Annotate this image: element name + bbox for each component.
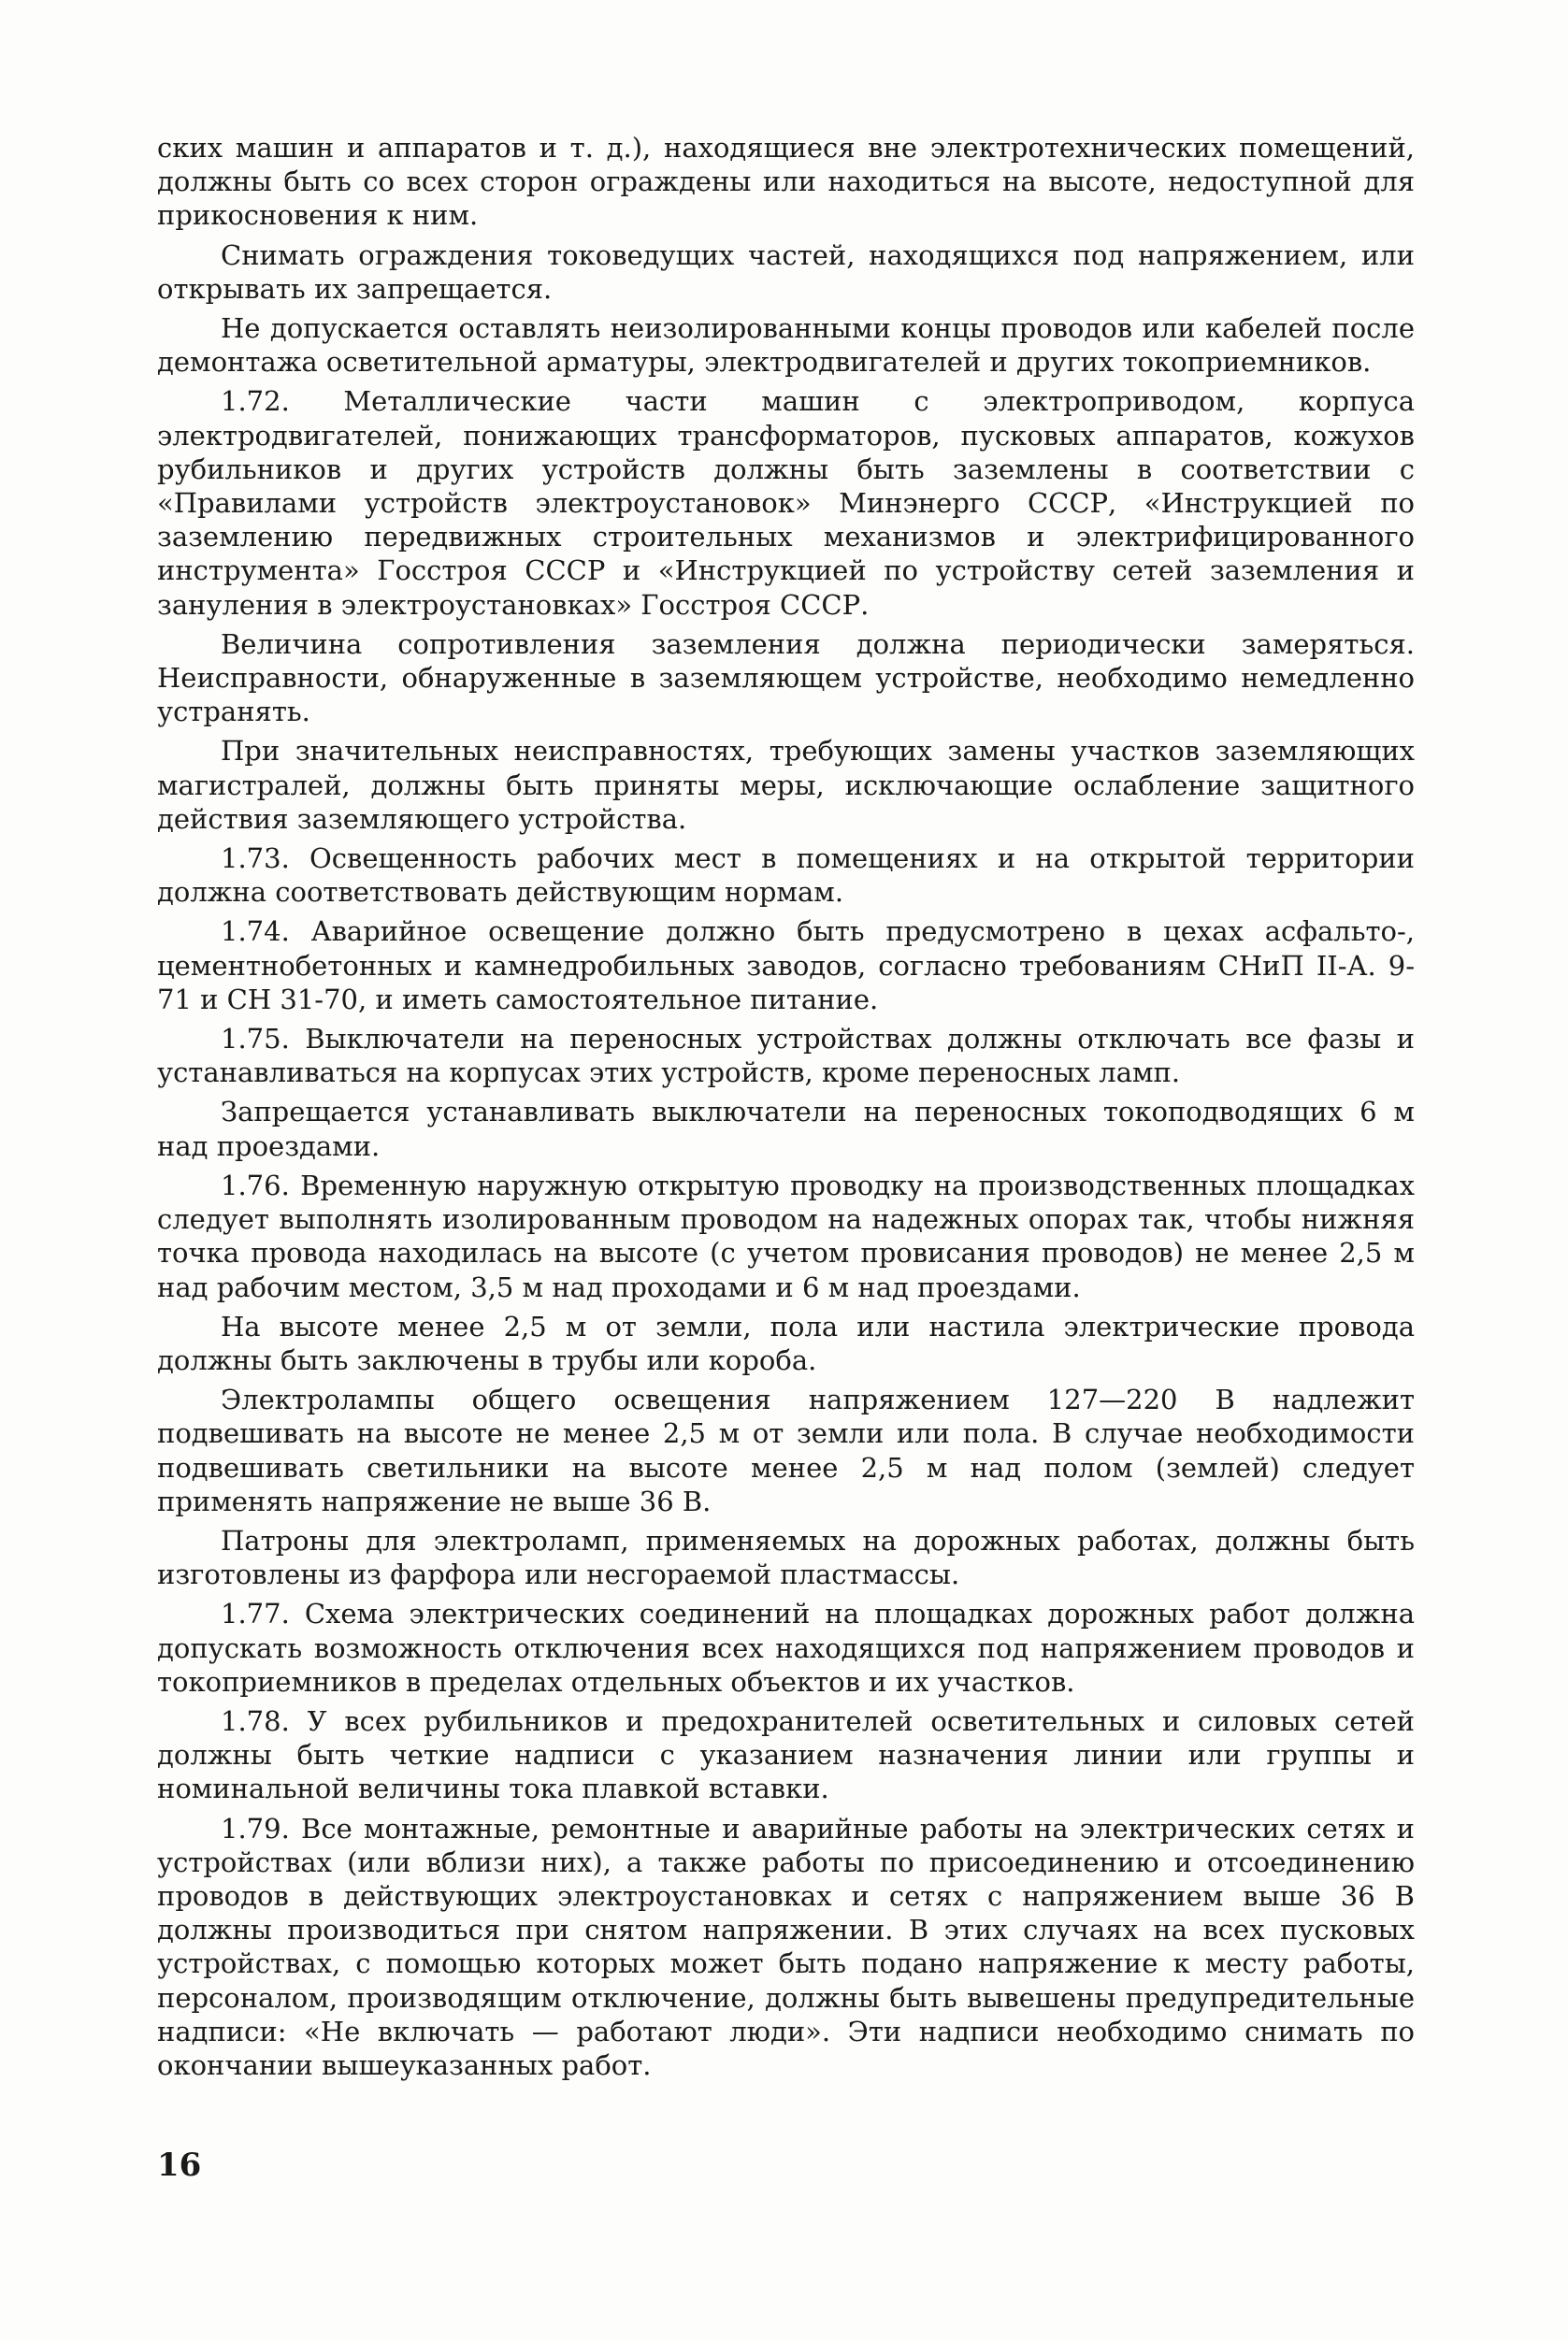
- page-number: 16: [157, 2147, 202, 2184]
- body-text: [157, 131, 1415, 2088]
- paragraph: Запрещается устанавливать выключатели на переносных токоподводящих 6 м над проездами.: [157, 1096, 1415, 1162]
- paragraph: 1.75. Выключатели на переносных устройствах должны отключать все фазы и устанавливаться на корпусах этих устройств, кроме переносных ламп.: [157, 1023, 1415, 1089]
- paragraph: 1.79. Все монтажные, ремонтные и аварийные работы на электрических сетях и устройствах (или вблизи них), а также работы по присоединению и отсоединению проводов в действующих электроустановках и сетях с напряжением выше 36 В должны производиться при снятом напряжении. В этих случаях на всех пусковых устройствах, с помощью которых может быть подано напряжение к месту работы, персоналом, производящим отключение, должны быть вывешены предупредительные надписи: «Не включать — работают люди». Эти надписи необходимо снимать по окончании вышеуказанных работ.: [157, 1812, 1415, 2081]
- paragraph: Величина сопротивления заземления должна периодически замеряться. Неисправности, обнаруженные в заземляющем устройстве, необходимо немедленно устранять.: [157, 627, 1415, 728]
- paragraph: 1.78. У всех рубильников и предохранителей осветительных и силовых сетей должны быть четкие надписи с указанием назначения линии или группы и номинальной величины тока плавкой вставки.: [157, 1704, 1415, 1805]
- paragraph: Снимать ограждения токоведущих частей, находящихся под напряжением, или открывать их запрещается.: [157, 238, 1415, 305]
- paragraph: Электролампы общего освещения напряжением 127—220 В надлежит подвешивать на высоте не менее 2,5 м от земли или пола. В случае необходимости подвешивать светильники на высоте менее 2,5 м над полом (землей) следует применять напряжение не выше 36 В.: [157, 1384, 1415, 1517]
- paragraph: На высоте менее 2,5 м от земли, пола или настила электрические провода должны быть заключены в трубы или короба.: [157, 1310, 1415, 1376]
- paragraph: 1.74. Аварийное освещение должно быть предусмотрено в цехах асфальто-, цементнобетонных и камнедробильных заводов, согласно требованиям СНиП II-А. 9-71 и СН 31-70, и иметь самостоятельное питание.: [157, 915, 1415, 1015]
- paragraph: ских машин и аппаратов и т. д.), находящиеся вне электротехнических помещений, должны быть со всех сторон ограждены или находиться на высоте, недоступной для прикосновения к ним.: [157, 132, 1415, 232]
- paragraph: При значительных неисправностях, требующих замены участков заземляющих магистралей, должны быть приняты меры, исключающие ослабление защитного действия заземляющего устройства.: [157, 735, 1415, 835]
- paragraph: 1.73. Освещенность рабочих мест в помещениях и на открытой территории должна соответствовать действующим нормам.: [157, 842, 1415, 909]
- paragraph: Не допускается оставлять неизолированными концы проводов или кабелей после демонтажа осветительной арматуры, электродвигателей и других токоприемников.: [157, 312, 1415, 379]
- paragraph: 1.72. Металлические части машин с электроприводом, корпуса электродвигателей, понижающих трансформаторов, пусковых аппаратов, кожухов рубильников и других устройств должны быть заземлены в соответствии с «Правилами устройств электроустановок» Минэнерго СССР, «Инструкцией по заземлению передвижных строительных механизмов и электрифицированного инструмента» Госстроя СССР и «Инструкцией по устройству сетей заземления и зануления в электроустановках» Госстроя СССР.: [157, 385, 1415, 621]
- paragraph: 1.76. Временную наружную открытую проводку на производственных площадках следует выполнять изолированным проводом на надежных опорах так, чтобы нижняя точка провода находилась на высоте (с учетом провисания проводов) не менее 2,5 м над рабочим местом, 3,5 м над проходами и 6 м над проездами.: [157, 1169, 1415, 1303]
- paragraph: 1.77. Схема электрических соединений на площадках дорожных работ должна допускать возможность отключения всех находящихся под напряжением проводов и токоприемников в пределах отдельных объектов и их участков.: [157, 1598, 1415, 1698]
- paragraph: Патроны для электроламп, применяемых на дорожных работах, должны быть изготовлены из фарфора или несгораемой пластмассы.: [157, 1524, 1415, 1591]
